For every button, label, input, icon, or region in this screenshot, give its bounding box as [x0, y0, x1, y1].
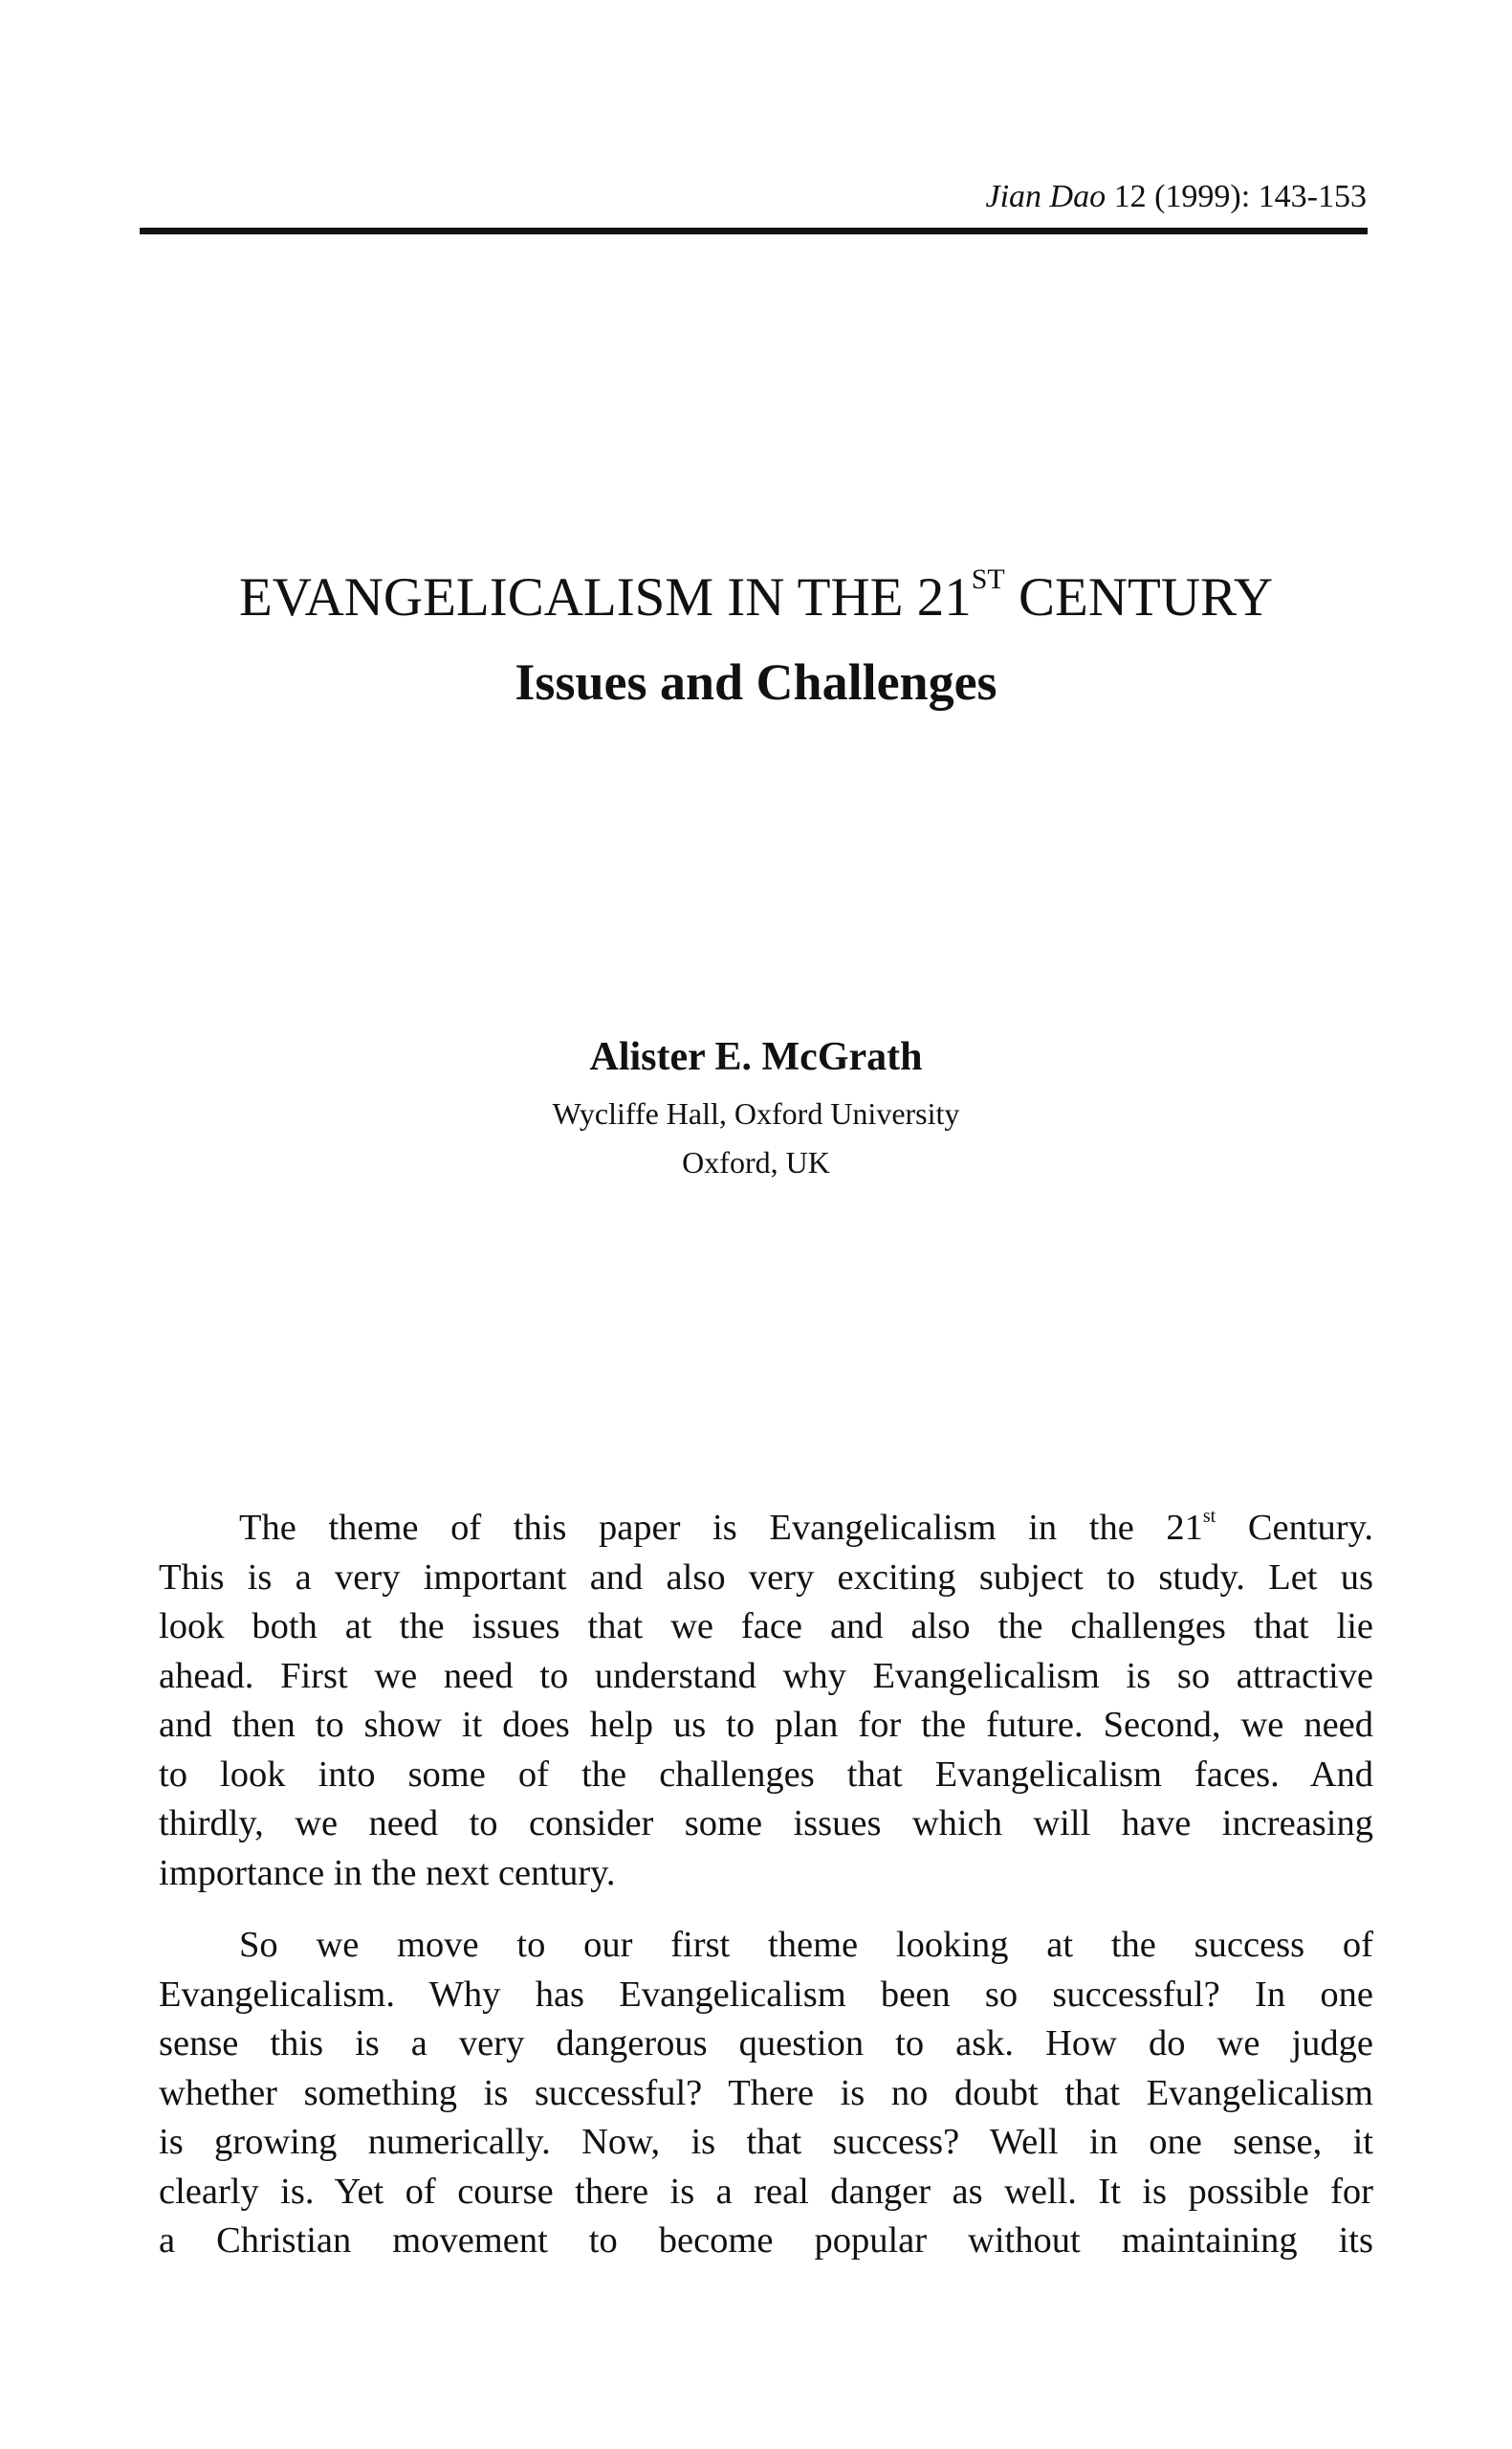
author-location: Oxford, UK [682, 1145, 830, 1180]
paragraph-line: a Christian movement to become popular without maintaining its [159, 2220, 1373, 2261]
paragraph-line [159, 1504, 1373, 1554]
paragraph-line: sense this is a very dangerous question to ask. How do we judge [159, 2023, 1373, 2063]
header-rule [140, 228, 1368, 234]
paragraph-line: and then to show it does help us to plan for the future. Second, we need [159, 1705, 1373, 1745]
journal-name: Jian Dao [985, 179, 1107, 214]
article-title [0, 564, 1512, 631]
paragraph-gap [159, 1898, 1373, 1921]
line-text: The theme of this paper is Evangelicalism in the 21 [239, 1508, 1203, 1548]
title-superscript: ST [971, 563, 1005, 595]
paragraph-line: So we move to our first theme looking at the success of [239, 1925, 1373, 1965]
journal-citation: 12 (1999): 143-153 [1106, 179, 1367, 214]
line-superscript: st [1202, 1506, 1216, 1527]
paragraph-line: whether something is successful? There is no doubt that Evangelicalism [159, 2072, 1373, 2113]
paragraph-line: thirdly, we need to consider some issues which will have increasing [159, 1803, 1373, 1843]
paragraph-2 [159, 1921, 1373, 2266]
line-text: Century. [1216, 1508, 1373, 1548]
title-text-before: EVANGELICALISM IN THE 21 [238, 567, 972, 628]
author-name: Alister E. McGrath [589, 1035, 923, 1079]
title-text-after: CENTURY [1004, 567, 1274, 628]
paragraph-line: Evangelicalism. Why has Evangelicalism been so successful? In one [159, 1974, 1373, 2015]
paragraph-line: look both at the issues that we face and also the challenges that lie [159, 1606, 1373, 1646]
author-affiliation: Wycliffe Hall, Oxford University [552, 1096, 960, 1131]
paragraph-line: importance in the next century. [159, 1852, 616, 1893]
article-subtitle: Issues and Challenges [515, 653, 997, 711]
paragraph-line: is growing numerically. Now, is that success? Well in one sense, it [159, 2122, 1373, 2162]
article-body [159, 1504, 1373, 2266]
paragraph-1 [159, 1504, 1373, 1898]
paragraph-line: ahead. First we need to understand why Evangelicalism is so attractive [159, 1655, 1373, 1696]
paragraph-line: clearly is. Yet of course there is a real danger as well. It is possible for [159, 2171, 1373, 2212]
paragraph-line: to look into some of the challenges that Evangelicalism faces. And [159, 1754, 1373, 1795]
running-head [985, 178, 1367, 216]
paragraph-line: This is a very important and also very exciting subject to study. Let us [159, 1556, 1373, 1598]
